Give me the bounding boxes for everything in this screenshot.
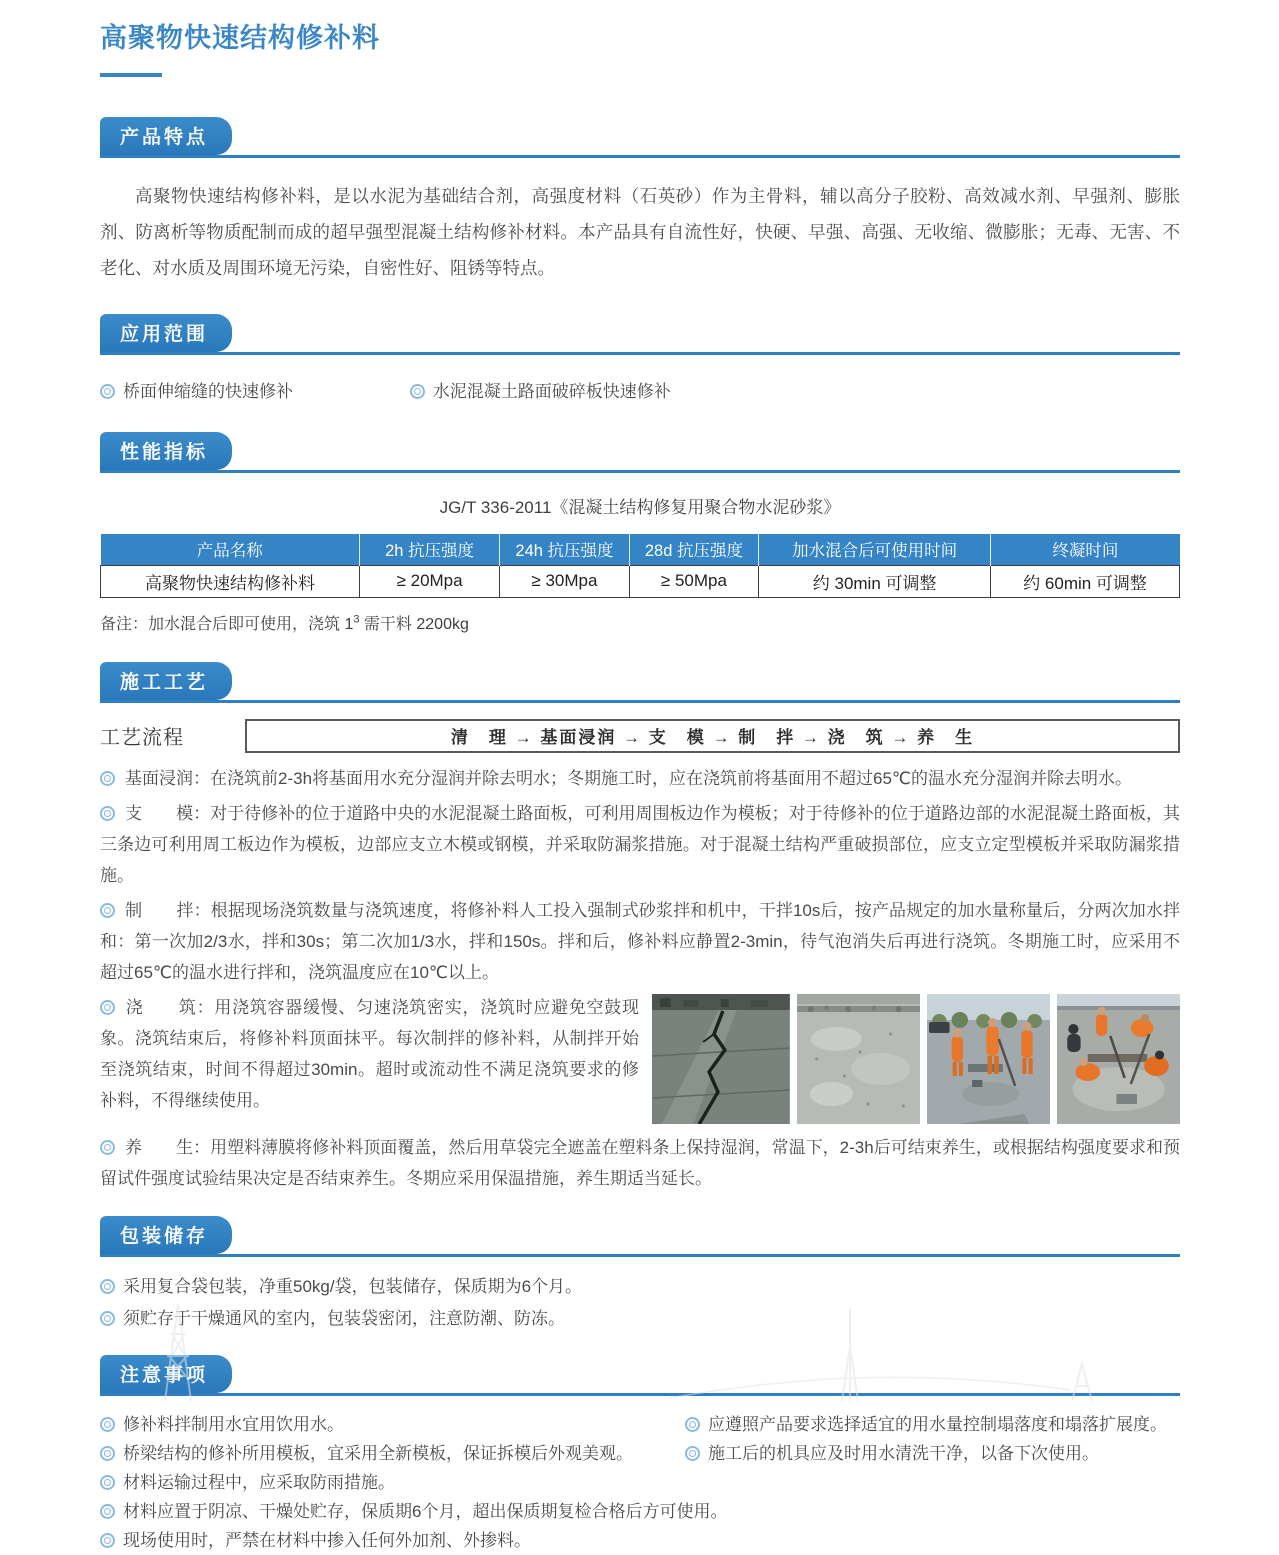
section-tab-packaging: 包装储存 [100,1216,232,1254]
application-item [100,377,405,402]
ring-bullet-icon [100,806,115,821]
ring-bullet-icon [100,1140,115,1155]
table-note [100,611,1180,634]
cell-24h: ≥ 30Mpa [500,565,629,597]
section-tab-features: 产品特点 [100,117,232,155]
process-step [100,798,1180,891]
flow-diagram: 清 理 → 基面浸润 → 支 模 → 制 拌 → 浇 筑 → 养 生 [245,719,1180,753]
section-tab-process: 施工工艺 [100,662,232,700]
section-process [100,662,1180,1194]
application-item-text: 水泥混凝土路面破碎板快速修补 [432,382,671,401]
packaging-item-text: 须贮存于干燥通风的室内，包装袋密闭，注意防潮、防冻。 [123,1308,565,1328]
ring-bullet-icon [100,771,115,786]
step-text: 基面浸润：在浇筑前2-3h将基面用水充分湿润并除去明水；冬期施工时，应在浇筑前将基面用不超过65℃的温水充分湿润并除去明水。 [125,768,1133,788]
ring-bullet-icon [410,384,425,399]
road-repair-crew-photo [927,994,1050,1124]
note-item [100,1468,1180,1497]
ring-bullet-icon [100,1000,115,1015]
note-item-text: 桥梁结构的修补所用模板，宜采用全新模板，保证拆模后外观美观。 [123,1443,633,1463]
col-header-usable-time: 加水混合后可使用时间 [759,534,991,565]
table-note-sup: 3 [353,613,360,626]
cell-2h: ≥ 20Mpa [359,565,499,597]
note-item-text: 修补料拌制用水宜用饮用水。 [123,1414,344,1434]
ring-bullet-icon [100,1446,115,1461]
cracked-pavement-photo [652,994,790,1124]
features-paragraph: 高聚物快速结构修补料，是以水泥为基础结合剂，高强度材料（石英砂）作为主骨料，辅以高分子胶粉、高效减水剂、早强剂、膨胀剂、防离析等物质配制而成的超早强型混凝土结构修补材料。本产品具有自流性好，快硬、早强、高强、无收缩、微膨胀；无毒、无害、不老化、对水质及周围环境无污染，自密性好、阻锈等特点。 [100,186,1180,278]
process-step [100,763,1180,794]
standard-reference: JG/T 336-2011《混凝土结构修复用聚合物水泥砂浆》 [439,498,841,517]
section-header-performance [100,432,1180,473]
section-features [100,117,1180,286]
col-header-28d: 28d 抗压强度 [629,534,758,565]
ring-bullet-icon [100,1311,115,1326]
step-text: 养 生：用塑料薄膜将修补料顶面覆盖，然后用草袋完全遮盖在塑料条上保持湿润，常温下，2-3h后可结束养生，或根据结构强度要求和预留试件强度试验结果决定是否结束养生。冬期应采用保温措施，养生期适当延长。 [100,1137,1180,1188]
notes-list [100,1410,1180,1555]
note-item-text: 应遵照产品要求选择适宜的用水量控制塌落度和塌落扩展度。 [708,1414,1167,1434]
section-application [100,314,1180,402]
application-items [100,377,1180,402]
col-header-24h: 24h 抗压强度 [500,534,629,565]
ring-bullet-icon [100,1417,115,1432]
packaging-item [100,1271,1180,1303]
process-photos [652,994,1180,1124]
flow-label: 工艺流程 [100,727,184,749]
step-text: 支 模：对于待修补的位于道路中央的水泥混凝土路面板，可利用周围板边作为模板；对于待修补的位于道路边部的水泥混凝土路面板，其三条边可利用周工板边作为模板，边部应支立木模或钢模，并采取防漏浆措施。对于混凝土结构严重破损部位，应支立定型模板并采取防漏浆措施。 [100,803,1180,885]
section-header-process [100,662,1180,703]
ring-bullet-icon [100,1475,115,1490]
application-item [410,377,671,402]
section-header-packaging [100,1216,1180,1257]
cell-final-set: 约 60min 可调整 [991,565,1180,597]
ring-bullet-icon [685,1446,700,1461]
notes-right-column [685,1410,1167,1468]
process-steps [100,763,1180,1194]
note-item [100,1497,1180,1526]
table-note-text: 备注：加水混合后即可使用，浇筑 1 [100,615,354,633]
process-flow-row [100,719,1180,753]
packaging-item-text: 采用复合袋包装，净重50kg/袋，包装储存，保质期为6个月。 [123,1276,583,1296]
step-text: 浇 筑：用浇筑容器缓慢、匀速浇筑密实，浇筑时应避免空鼓现象。浇筑结束后，将修补料顶面抹平。每次制拌的修补料，从制拌开始至浇筑结束，时间不得超过30min。超时或流动性不满足浇筑要求的修补料，不得继续使用。 [100,997,639,1110]
col-header-final-set: 终凝时间 [991,534,1180,565]
section-performance [100,432,1180,634]
note-item [685,1410,1167,1439]
page-title: 高聚物快速结构修补料 [100,23,380,53]
note-item [685,1439,1167,1468]
note-item-text: 现场使用时，严禁在材料中掺入任何外加剂、外掺料。 [123,1530,531,1550]
packaging-item [100,1303,1180,1335]
cell-28d: ≥ 50Mpa [629,565,758,597]
crew-finishing-surface-photo [1057,994,1180,1124]
ring-bullet-icon [100,1504,115,1519]
title-underline [100,73,162,77]
process-step [100,1132,1180,1194]
col-header-2h: 2h 抗压强度 [359,534,499,565]
section-header-application [100,314,1180,355]
ring-bullet-icon [100,903,115,918]
section-header-features [100,117,1180,158]
table-row [101,565,1180,597]
cell-usable-time: 约 30min 可调整 [759,565,991,597]
broken-concrete-slab-photo [797,994,920,1124]
section-tab-performance: 性能指标 [100,432,232,470]
section-tab-application: 应用范围 [100,314,232,352]
ring-bullet-icon [100,1533,115,1548]
cell-product-name: 高聚物快速结构修补料 [101,565,360,597]
note-item-text: 材料运输过程中，应采取防雨措施。 [123,1472,395,1492]
application-item-text: 桥面伸缩缝的快速修补 [123,382,293,401]
ring-bullet-icon [100,384,115,399]
ring-bullet-icon [685,1417,700,1432]
section-notes [100,1355,1180,1555]
section-packaging [100,1216,1180,1335]
note-item-text: 材料应置于阴凉、干燥处贮存，保质期6个月，超出保质期复检合格后方可使用。 [123,1501,728,1521]
ring-bullet-icon [100,1279,115,1294]
packaging-items [100,1271,1180,1335]
note-item-text: 施工后的机具应及时用水清洗干净，以备下次使用。 [708,1443,1099,1463]
table-note-text: 需干料 2200kg [359,615,469,633]
section-tab-notes: 注意事项 [100,1355,232,1393]
note-item [100,1526,1180,1555]
step-text: 制 拌：根据现场浇筑数量与浇筑速度，将修补料人工投入强制式砂浆拌和机中，干拌10s后，按产品规定的加水量称量后，分两次加水拌和：第一次加2/3水，拌和30s；第二次加1/3水，拌和150s。拌和后，修补料应静置2-3min，待气泡消失后再进行浇筑。冬期施工时，应采用不超过65℃的温水进行拌和，浇筑温度应在10℃以上。 [100,900,1180,982]
performance-table [100,534,1180,598]
section-header-notes [100,1355,1180,1396]
col-header-product: 产品名称 [101,534,360,565]
process-step [100,895,1180,988]
table-header-row [101,534,1180,565]
